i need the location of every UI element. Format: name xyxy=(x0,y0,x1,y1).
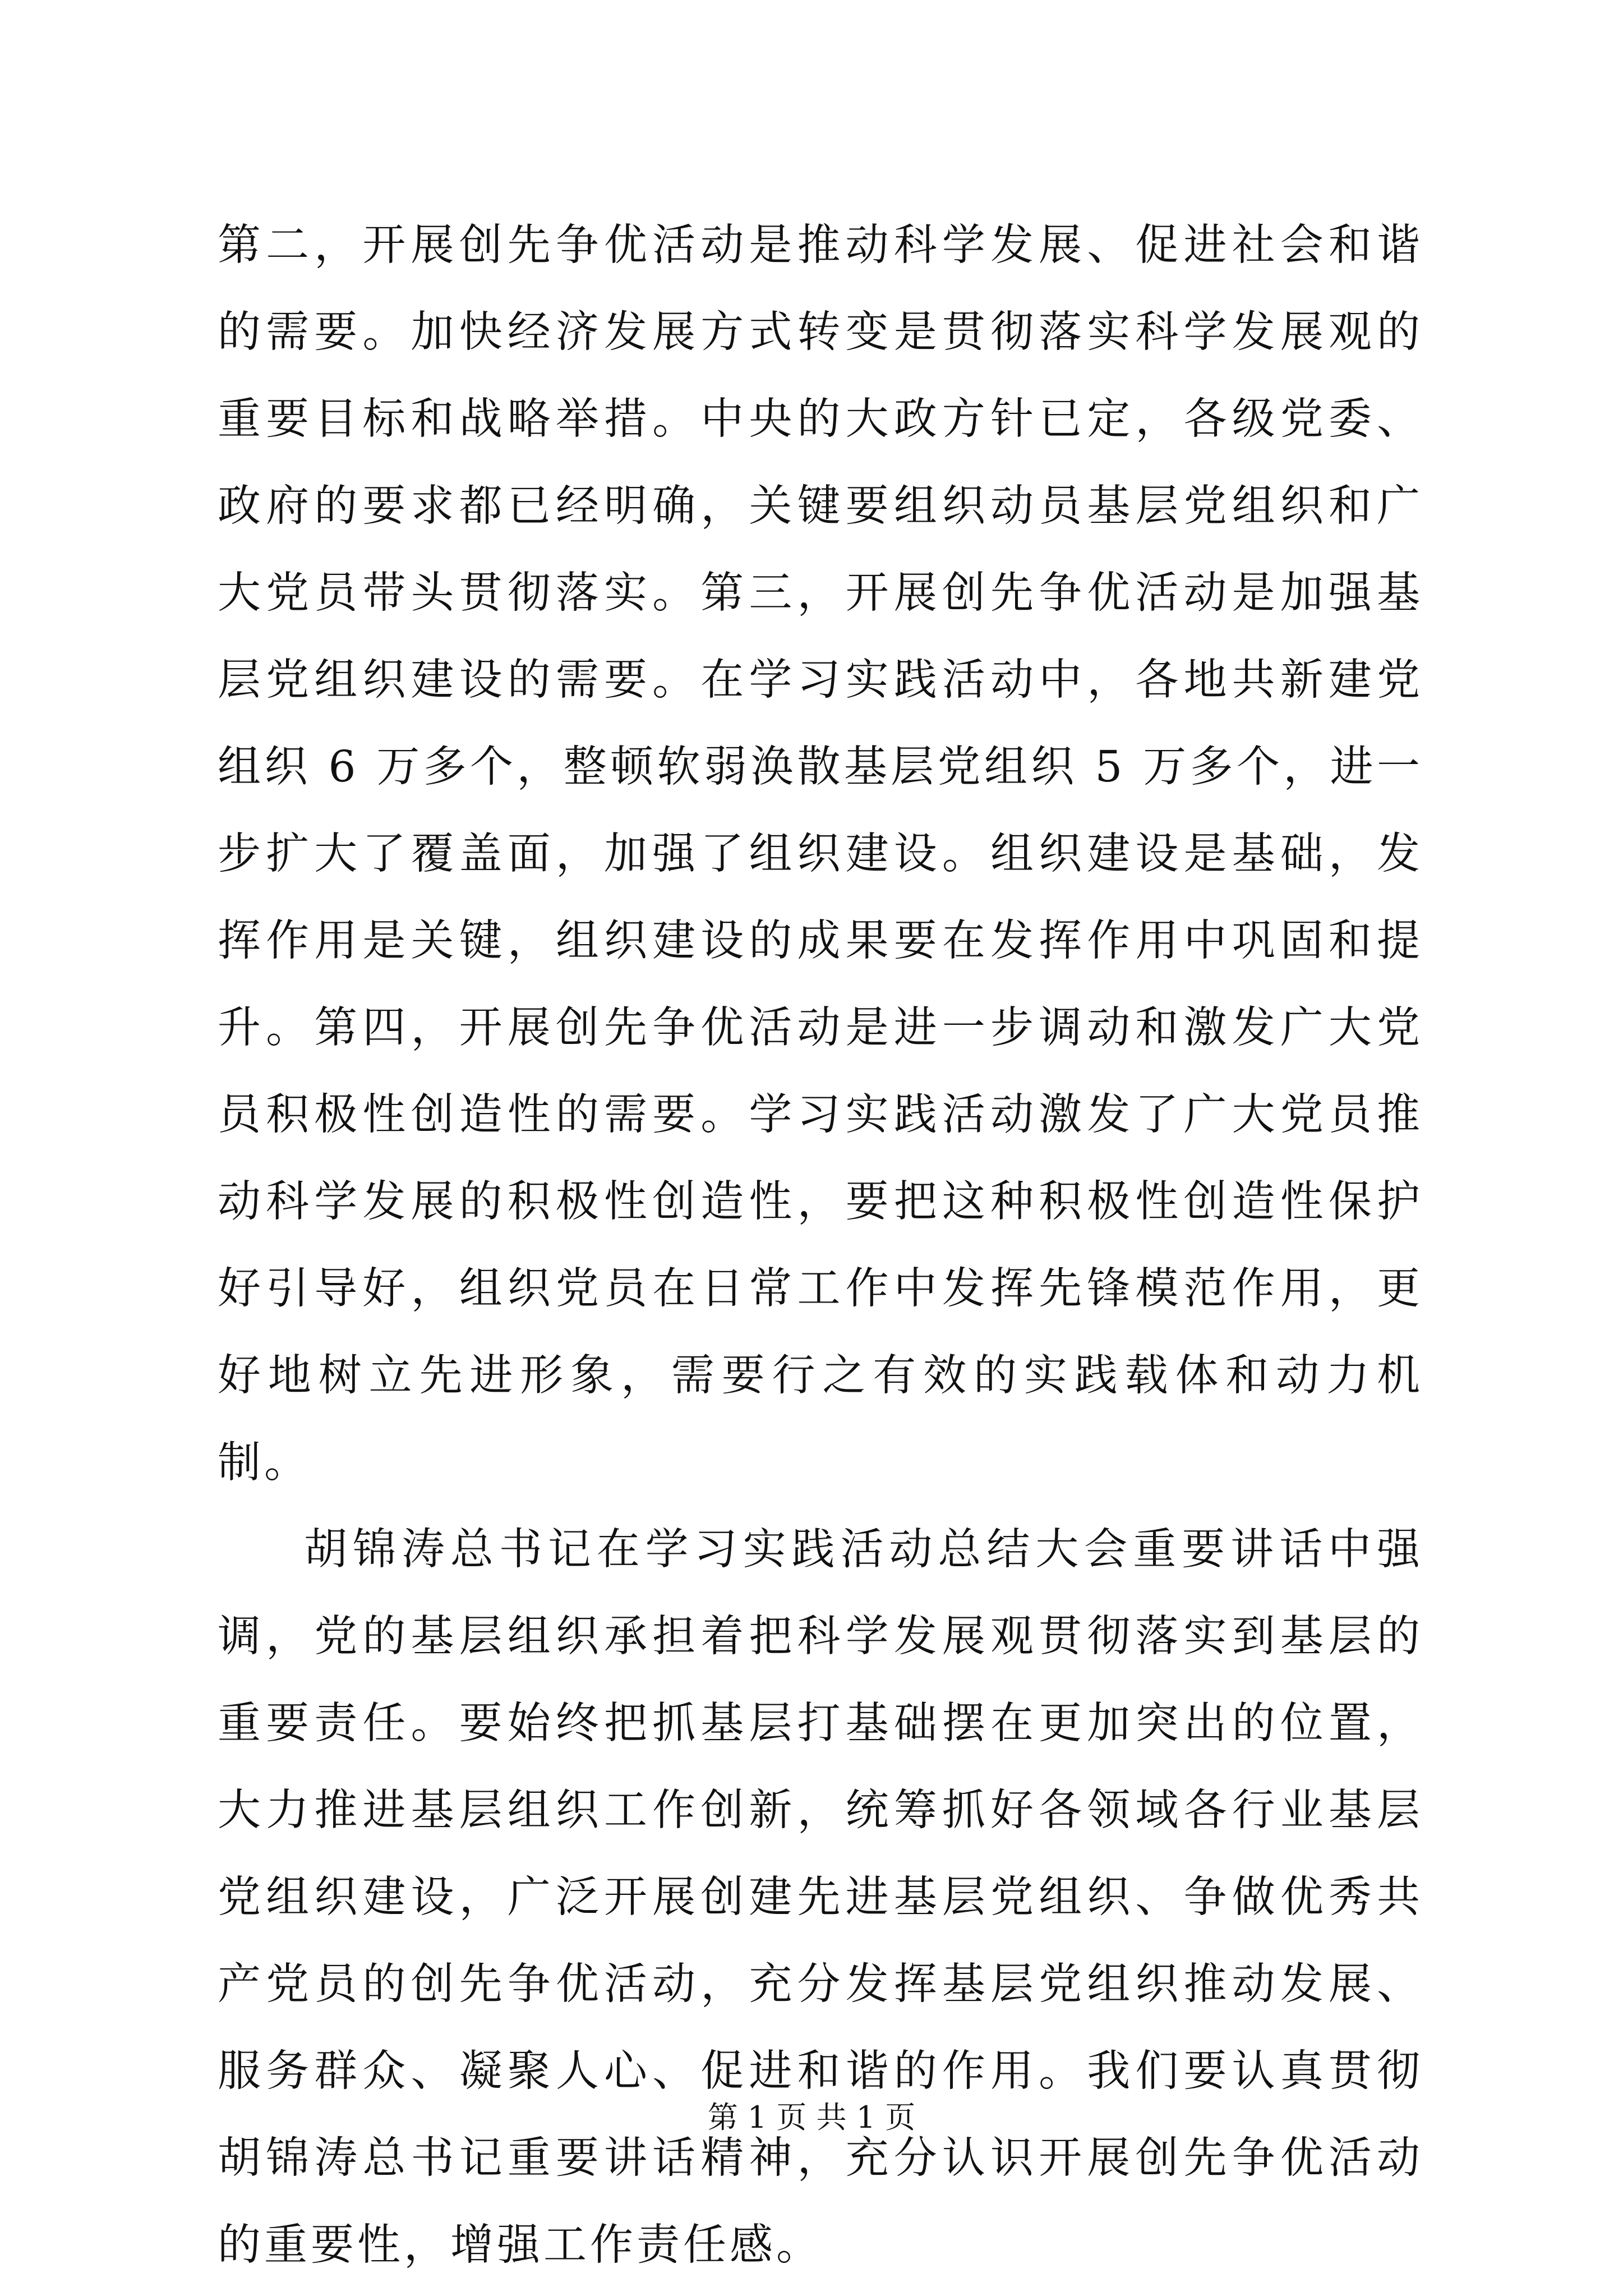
paragraph-hu-jintao-speech: 胡锦涛总书记在学习实践活动总结大会重要讲话中强调，党的基层组织承担着把科学发展观贯彻落实到基层的重要责任。要始终把抓基层打基础摆在更加突出的位置，大力推进基层组织工作创新，统筹抓好各领域各行业基层党组织建设，广泛开展创建先进基层党组织、争做优秀共产党员的创先争优活动，充分发挥基层党组织推动发展、服务群众、凝聚人心、促进和谐的作用。我们要认真贯彻胡锦涛总书记重要讲话精神，充分认识开展创先争优活动的重要性，增强工作责任感。 xyxy=(218,1525,1423,2270)
document-body xyxy=(218,202,1423,2289)
paragraph-continuation: 第二，开展创先争优活动是推动科学发展、促进社会和谐的需要。加快经济发展方式转变是贯彻落实科学发展观的重要目标和战略举措。中央的大政方针已定，各级党委、政府的要求都已经明确，关键要组织动员基层党组织和广大党员带头贯彻落实。第三，开展创先争优活动是加强基层党组织建设的需要。在学习实践活动中，各地共新建党组织 6 万多个，整顿软弱涣散基层党组织 5 万多个，进一步扩大了覆盖面，加强了组织建设。组织建设是基础，发挥作用是关键，组织建设的成果要在发挥作用中巩固和提升。第四，开展创先争优活动是进一步调动和激发广大党员积极性创造性的需要。学习实践活动激发了广大党员推动科学发展的积极性创造性，要把这种积极性创造性保护好引导好，组织党员在日常工作中发挥先锋模范作用，更好地树立先进形象，需要行之有效的实践载体和动力机制。 xyxy=(218,220,1423,1488)
page-footer: 第 1 页 共 1 页 xyxy=(707,2100,916,2135)
